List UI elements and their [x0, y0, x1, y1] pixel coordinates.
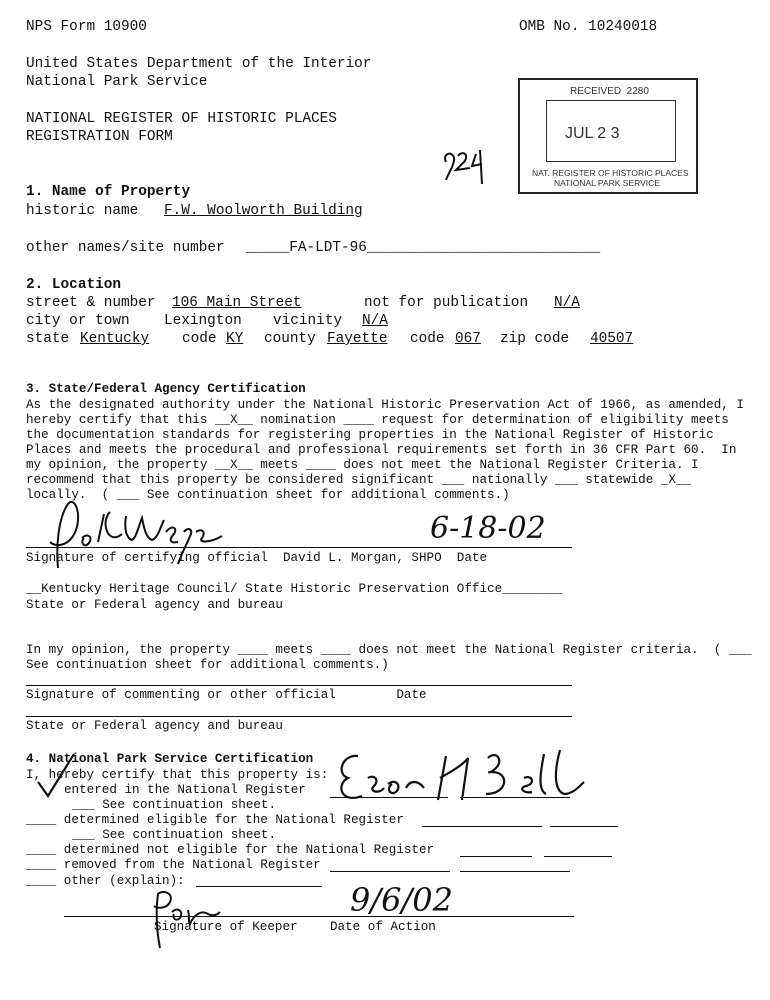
status-line-removed-date: [460, 871, 570, 872]
keeper-signature: [328, 744, 598, 814]
status-line-other: [196, 886, 322, 887]
status-line-not-eligible-sig: [460, 856, 532, 857]
status-eligible: ____ determined eligible for the National Register: [26, 813, 404, 827]
nfp-value: N/A: [554, 295, 580, 311]
shpo-bureau-caption: State or Federal agency and bureau: [26, 598, 283, 612]
cert-line-6: recommend that this property be considered significant ___ nationally ___ statewide _X__: [26, 473, 692, 487]
section2-heading: 2. Location: [26, 277, 121, 293]
cert-line-4: Places and meets the procedural and professional requirements set forth in 36 CFR Part 60. In: [26, 443, 737, 457]
status-other: ____ other (explain):: [26, 874, 185, 888]
form-number: NPS Form 10900: [26, 19, 147, 35]
vicinity-value: N/A: [362, 313, 388, 329]
status-line-removed-sig: [330, 871, 450, 872]
status-line-eligible-date: [550, 826, 618, 827]
opinion-line-2: See continuation sheet for additional comments.): [26, 658, 389, 672]
commenting-bureau-line: [26, 716, 572, 717]
section4-heading: 4. National Park Service Certification: [26, 752, 314, 766]
county-code: 067: [455, 331, 481, 347]
status-line-eligible-sig: [422, 826, 542, 827]
shpo-signature-caption: Signature of certifying official David L. Morgan, SHPO Date: [26, 551, 488, 565]
city-label: city or town: [26, 313, 130, 329]
county-label: county: [264, 331, 316, 347]
form-title-line1: NATIONAL REGISTER OF HISTORIC PLACES: [26, 111, 337, 127]
street-value: 106 Main Street: [172, 295, 302, 311]
commenting-caption: Signature of commenting or other official Date: [26, 688, 427, 702]
stamp-date: JUL 2 3: [565, 125, 620, 142]
form-title-line2: REGISTRATION FORM: [26, 129, 173, 145]
service-name: National Park Service: [26, 74, 208, 90]
status-removed: ____ removed from the National Register: [26, 858, 321, 872]
action-date-caption: Date of Action: [330, 920, 436, 934]
status-eligible-continuation: ___ See continuation sheet.: [72, 828, 277, 842]
commenting-signature-line: [26, 685, 572, 686]
status-not-eligible: ____ determined not eligible for the National Register: [26, 843, 435, 857]
department-name: United States Department of the Interior: [26, 56, 372, 72]
county-value: Fayette: [327, 331, 388, 347]
stamp-received: RECEIVED 2280: [570, 86, 649, 97]
keeper-caption: Signature of Keeper: [154, 920, 298, 934]
section3-heading: 3. State/Federal Agency Certification: [26, 382, 306, 396]
shpo-sign-date: 6-18-02: [430, 511, 546, 546]
zip-value: 40507: [590, 331, 634, 347]
state-code: KY: [226, 331, 244, 347]
opinion-line-1: In my opinion, the property ____ meets ____ does not meet the National Register criteria. ( ___: [26, 643, 752, 657]
county-code-label: code: [410, 331, 445, 347]
commenting-bureau-caption: State or Federal agency and bureau: [26, 719, 283, 733]
zip-label: zip code: [500, 331, 570, 347]
stamp-register: NAT. REGISTER OF HISTORIC PLACES: [532, 168, 689, 178]
keeper-signature-line: [64, 916, 574, 917]
keeper-sign-date: 9/6/02: [350, 881, 453, 919]
status-entered-continuation: ___ See continuation sheet.: [72, 798, 277, 812]
section1-heading: 1. Name of Property: [26, 184, 191, 200]
cert-line-2: hereby certify that this __X__ nomination ____ request for determination of eligibility meets: [26, 413, 729, 427]
cert-line-1: As the designated authority under the National Historic Preservation Act of 1966, as amended, I: [26, 398, 744, 412]
state-label: state: [26, 331, 70, 347]
state-value: Kentucky: [80, 331, 150, 347]
other-names-field: _____FA-LDT-96___________________________: [246, 240, 601, 256]
omb-number: OMB No. 10240018: [519, 19, 658, 35]
cert-line-7: locally. ( ___ See continuation sheet for additional comments.): [26, 488, 510, 502]
section4-intro: I, hereby certify that this property is:: [26, 768, 329, 782]
status-line-not-eligible-date: [544, 856, 612, 857]
cert-line-3: the documentation standards for registering properties in the National Register of Historic: [26, 428, 714, 442]
historic-name-label: historic name: [26, 203, 139, 219]
stamp-date-box: [546, 100, 676, 162]
nfp-label: not for publication: [364, 295, 529, 311]
other-names-value: FA-LDT-96: [289, 240, 367, 256]
shpo-bureau-line: __Kentucky Heritage Council/ State Historic Preservation Office________: [26, 582, 563, 596]
vicinity-label: vicinity: [273, 313, 343, 329]
cert-line-5: my opinion, the property __X__ meets ____ does not meet the National Register Criteria. I: [26, 458, 699, 472]
historic-name-value: F.W. Woolworth Building: [164, 203, 363, 219]
stamp-service: NATIONAL PARK SERVICE: [554, 178, 660, 188]
other-names-label: other names/site number: [26, 240, 225, 256]
street-label: street & number: [26, 295, 156, 311]
state-code-label: code: [182, 331, 217, 347]
status-entered: entered in the National Register: [64, 783, 306, 797]
city-value: Lexington: [164, 313, 242, 329]
